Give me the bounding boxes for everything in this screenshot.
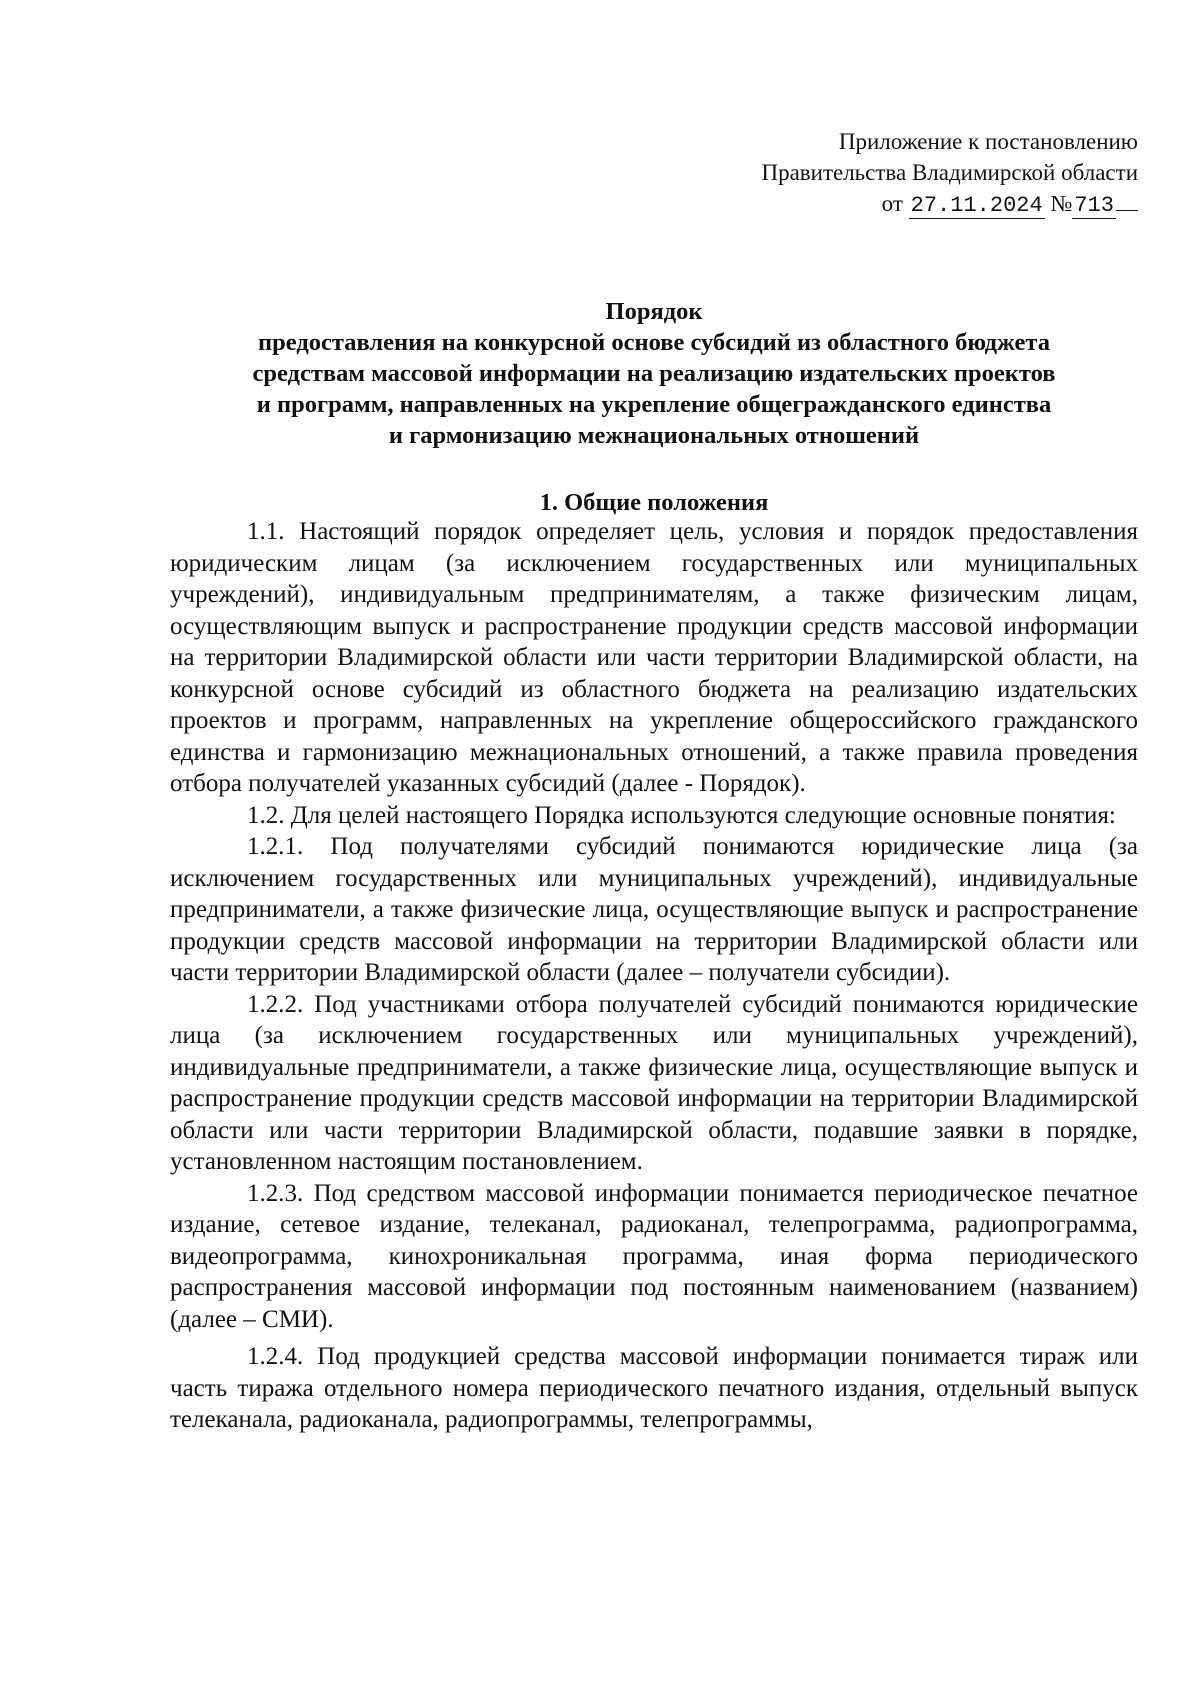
title-line: предоставления на конкурсной основе субсидий из областного бюджета xyxy=(258,329,1050,356)
number-sign: № xyxy=(1050,191,1073,216)
resolution-date: 27.11.2024 xyxy=(910,193,1043,218)
title-line: и программ, направленных на укрепление общегражданского единства xyxy=(256,391,1052,418)
underline-tail xyxy=(1116,190,1138,211)
section-body xyxy=(170,516,1138,1436)
section-heading: 1. Общие положения xyxy=(539,489,769,516)
paragraph-1-2-1: 1.2.1. Под получателями субсидий понимаются юридические лица (за исключением государственных или муниципальных учреждений), индивидуальные предприниматели, а также физические лица, осуществляющие выпуск и распространение продукции средств массовой информации на территории Владимирской области или части территории Владимирской области (далее – получатели субсидии). xyxy=(170,833,1138,986)
paragraph-1-2-3: 1.2.3. Под средством массовой информации понимается периодическое печатное издание, сетевое издание, телеканал, радиоканал, телепрограмма, радиопрограмма, видеопрограмма, кинохроникальная программа, иная форма периодического распространения массовой информации под постоянным наименованием (названием) (далее – СМИ). xyxy=(170,1179,1138,1333)
date-prefix: от xyxy=(881,191,903,216)
appendix-line-2: Правительства Владимирской области xyxy=(761,160,1138,185)
appendix-date-line xyxy=(638,188,1138,221)
paragraph-1-1: 1.1. Настоящий порядок определяет цель, условия и порядок предоставления юридическим лицам (за исключением государственных или муниципальных учреждений), индивидуальным предпринимателям, а также физическим лицам, осуществляющим выпуск и распространение продукции средств массовой информации на территории Владимирской области или части территории Владимирской области, на конкурсной основе субсидий из областного бюджета на реализацию издательских проектов и программ, направленных на укрепление общероссийского гражданского единства и гармонизацию межнациональных отношений, а также правила проведения отбора получателей указанных субсидий (далее - Порядок). xyxy=(170,518,1138,797)
title-line: средствам массовой информации на реализацию издательских проектов xyxy=(252,360,1056,387)
appendix-header xyxy=(638,126,1138,221)
document-title xyxy=(170,296,1138,451)
resolution-number: 713 xyxy=(1074,193,1114,218)
appendix-line-1: Приложение к постановлению xyxy=(838,129,1138,154)
paragraph-1-2-2: 1.2.2. Под участниками отбора получателей субсидий понимаются юридические лица (за исключением государственных или муниципальных учреждений), индивидуальные предприниматели, а также физические лица, осуществляющие выпуск и распространение продукции средств массовой информации на территории Владимирской области или части территории Владимирской области, подавшие заявки в порядке, установленном настоящим постановлением. xyxy=(170,990,1138,1175)
title-heading: Порядок xyxy=(605,298,703,325)
paragraph-1-2-4: 1.2.4. Под продукцией средства массовой информации понимается тираж или часть тиража отдельного номера периодического печатного издания, отдельный выпуск телеканала, радиоканала, радиопрограммы, телепрограммы, xyxy=(170,1343,1138,1433)
paragraph-1-2: 1.2. Для целей настоящего Порядка используются следующие основные понятия: xyxy=(247,801,1116,829)
title-line: и гармонизацию межнациональных отношений xyxy=(388,422,920,449)
